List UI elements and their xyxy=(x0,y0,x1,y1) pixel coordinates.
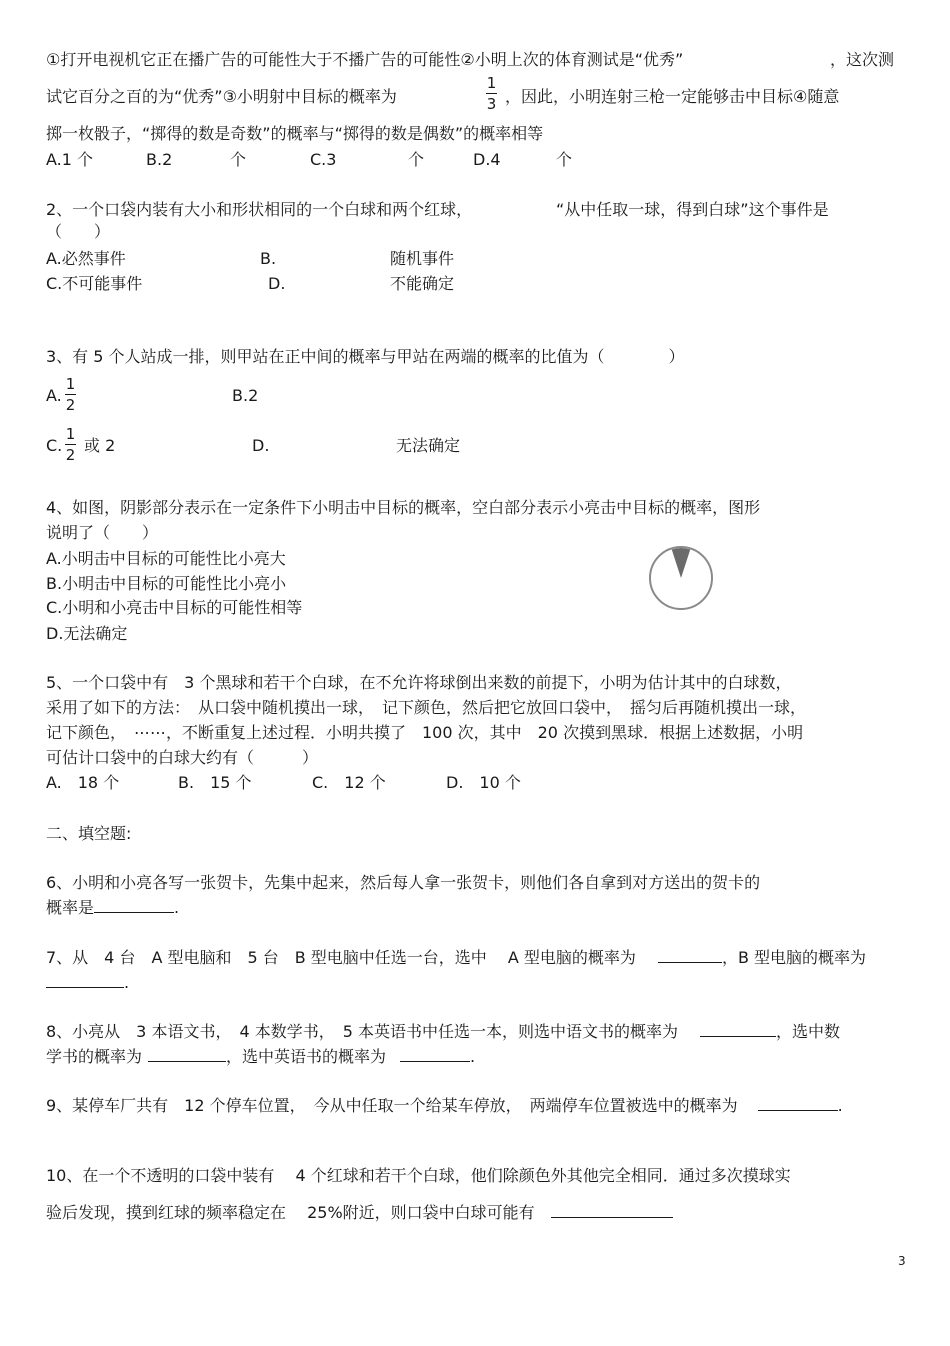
q3-option-c-fraction xyxy=(65,426,76,463)
q3-option-d-text: 无法确定 xyxy=(396,436,461,455)
q8-line1-text: 8、小亮从 3 本语文书， 4 本数学书， 5 本英语书中任选一本，则选中语文书的概率为 xyxy=(46,1022,678,1041)
q8-line1-end: ，选中数 xyxy=(775,1022,840,1041)
q6-line2-text: 概率是 xyxy=(46,898,95,917)
q2-option-c: C.不可能事件 xyxy=(46,274,143,293)
q8-line2a: 学书的概率为 xyxy=(46,1047,143,1066)
q3-option-c-label: C. xyxy=(46,436,63,455)
q2-option-a: A.必然事件 xyxy=(46,249,126,268)
q2-option-d-text: 不能确定 xyxy=(390,274,455,293)
q8-answer-blank-math[interactable] xyxy=(148,1047,226,1062)
q1-option-b-unit: 个 xyxy=(230,150,247,169)
q1-option-a: A.1 个 xyxy=(46,150,94,169)
q3-option-b: B.2 xyxy=(232,386,259,405)
q5-line2: 采用了如下的方法： 从口袋中随机摸出一球， 记下颜色，然后把它放回口袋中， 摇匀后再随机摸出一球， xyxy=(46,698,807,717)
fraction-bar xyxy=(65,394,76,395)
q2-paren: （ ） xyxy=(46,222,111,241)
section-heading-fill-in: 二、填空题: xyxy=(46,824,132,843)
q10-line1: 10、在一个不透明的口袋中装有 4 个红球和若干个白球，他们除颜色外其他完全相同．通过多次摸球实 xyxy=(46,1166,791,1185)
q3-c-den: 2 xyxy=(65,446,76,464)
q7-line1-text: 7、从 4 台 A 型电脑和 5 台 B 型电脑中任选一台，选中 A 型电脑的概率为 xyxy=(46,948,636,967)
q6-end: . xyxy=(174,898,180,917)
q1-option-c: C.3 xyxy=(310,150,337,169)
q4-option-c: C.小明和小亮击中目标的可能性相等 xyxy=(46,598,303,617)
q2-option-b-text: 随机事件 xyxy=(390,249,455,268)
q8-answer-blank-english[interactable] xyxy=(400,1047,470,1062)
q5-line3: 记下颜色， ⋯⋯，不断重复上述过程．小明共摸了 100 次，其中 20 次摸到黑球．根据上述数据，小明 xyxy=(46,723,804,742)
q7-answer-blank-b[interactable] xyxy=(46,973,124,988)
q4-stem-line2: 说明了（ ） xyxy=(46,523,159,542)
q2-stem-b: “从中任取一球，得到白球”这个事件是 xyxy=(556,200,829,219)
q1-line3: 掷一枚骰子，“掷得的数是奇数”的概率与“掷得的数是偶数”的概率相等 xyxy=(46,124,544,143)
q4-option-a: A.小明击中目标的可能性比小亮大 xyxy=(46,549,286,568)
fraction-bar xyxy=(65,444,76,445)
q3-a-den: 2 xyxy=(65,396,76,414)
q6-line1: 6、小明和小亮各写一张贺卡，先集中起来，然后每人拿一张贺卡，则他们各自拿到对方送出的贺卡的 xyxy=(46,873,761,892)
q8-line2b: ，选中英语书的概率为 xyxy=(226,1047,387,1066)
q5-option-b: B. 15 个 xyxy=(178,773,252,792)
q8-line1 xyxy=(46,1022,840,1042)
q7-mid: ，B 型电脑的概率为 xyxy=(721,948,867,967)
q9-end: . xyxy=(837,1096,843,1115)
q2-option-d-label: D. xyxy=(268,274,286,293)
q3-option-d-label: D. xyxy=(252,436,270,455)
q10-line2 xyxy=(46,1203,673,1223)
q3-stem: 3、有 5 个人站成一排，则甲站在正中间的概率与甲站在两端的概率的比值为（ ） xyxy=(46,347,685,366)
q1-line1-end: ，这次测 xyxy=(830,50,895,69)
q8-line2 xyxy=(46,1047,475,1067)
q5-option-d: D. 10 个 xyxy=(446,773,521,792)
q8-end: . xyxy=(470,1047,476,1066)
q7-end: . xyxy=(124,973,130,992)
q1-fraction xyxy=(486,75,497,112)
q5-line1: 5、一个口袋中有 3 个黑球和若干个白球，在不允许将球倒出来数的前提下，小明为估计其中的白球数， xyxy=(46,673,792,692)
q7-answer-blank-a[interactable] xyxy=(658,948,722,963)
q10-answer-blank[interactable] xyxy=(551,1203,673,1218)
q7-line1 xyxy=(46,948,866,968)
q3-c-num: 1 xyxy=(65,425,76,443)
q9-line1 xyxy=(46,1096,843,1116)
q2-option-b-label: B. xyxy=(260,249,277,268)
q3-option-a-fraction xyxy=(65,376,76,413)
q1-line1: ①打开电视机它正在播广告的可能性大于不播广告的可能性②小明上次的体育测试是“优秀” xyxy=(46,50,684,69)
page-number: 3 xyxy=(898,1254,906,1268)
q10-line2-text: 验后发现，摸到红球的频率稳定在 25%附近，则口袋中白球可能有 xyxy=(46,1203,535,1222)
q8-answer-blank-chinese[interactable] xyxy=(700,1022,776,1037)
q1-frac-den: 3 xyxy=(486,95,497,113)
q4-option-b: B.小明击中目标的可能性比小亮小 xyxy=(46,574,287,593)
q4-stem-line1: 4、如图，阴影部分表示在一定条件下小明击中目标的概率，空白部分表示小亮击中目标的概率，图形 xyxy=(46,498,761,517)
q6-answer-blank[interactable] xyxy=(94,898,174,913)
q1-option-b: B.2 xyxy=(146,150,173,169)
q1-option-c-unit: 个 xyxy=(408,150,425,169)
fraction-bar xyxy=(486,93,497,94)
q3-a-num: 1 xyxy=(65,375,76,393)
q2-stem-a: 2、一个口袋内装有大小和形状相同的一个白球和两个红球， xyxy=(46,200,473,219)
q5-option-a: A. 18 个 xyxy=(46,773,120,792)
q3-option-c-tail: 或 2 xyxy=(84,436,116,455)
q4-option-d: D.无法确定 xyxy=(46,624,128,643)
q1-frac-num: 1 xyxy=(486,74,497,92)
q1-option-d-unit: 个 xyxy=(556,150,573,169)
probability-pie-figure xyxy=(648,545,714,611)
q6-line2 xyxy=(46,898,179,918)
q1-line2b: ，因此，小明连射三枪一定能够击中目标④随意 xyxy=(505,87,840,106)
q1-option-d: D.4 xyxy=(473,150,501,169)
q9-answer-blank[interactable] xyxy=(758,1096,838,1111)
q3-option-a-label: A. xyxy=(46,386,62,405)
q5-line4: 可估计口袋中的白球大约有（ ） xyxy=(46,748,319,767)
q1-line2a: 试它百分之百的为“优秀”③小明射中目标的概率为 xyxy=(46,87,397,106)
q5-option-c: C. 12 个 xyxy=(312,773,386,792)
q7-line2 xyxy=(46,973,129,993)
q9-line1-text: 9、某停车厂共有 12 个停车位置， 今从中任取一个给某车停放， 两端停车位置被选中的概率为 xyxy=(46,1096,738,1115)
